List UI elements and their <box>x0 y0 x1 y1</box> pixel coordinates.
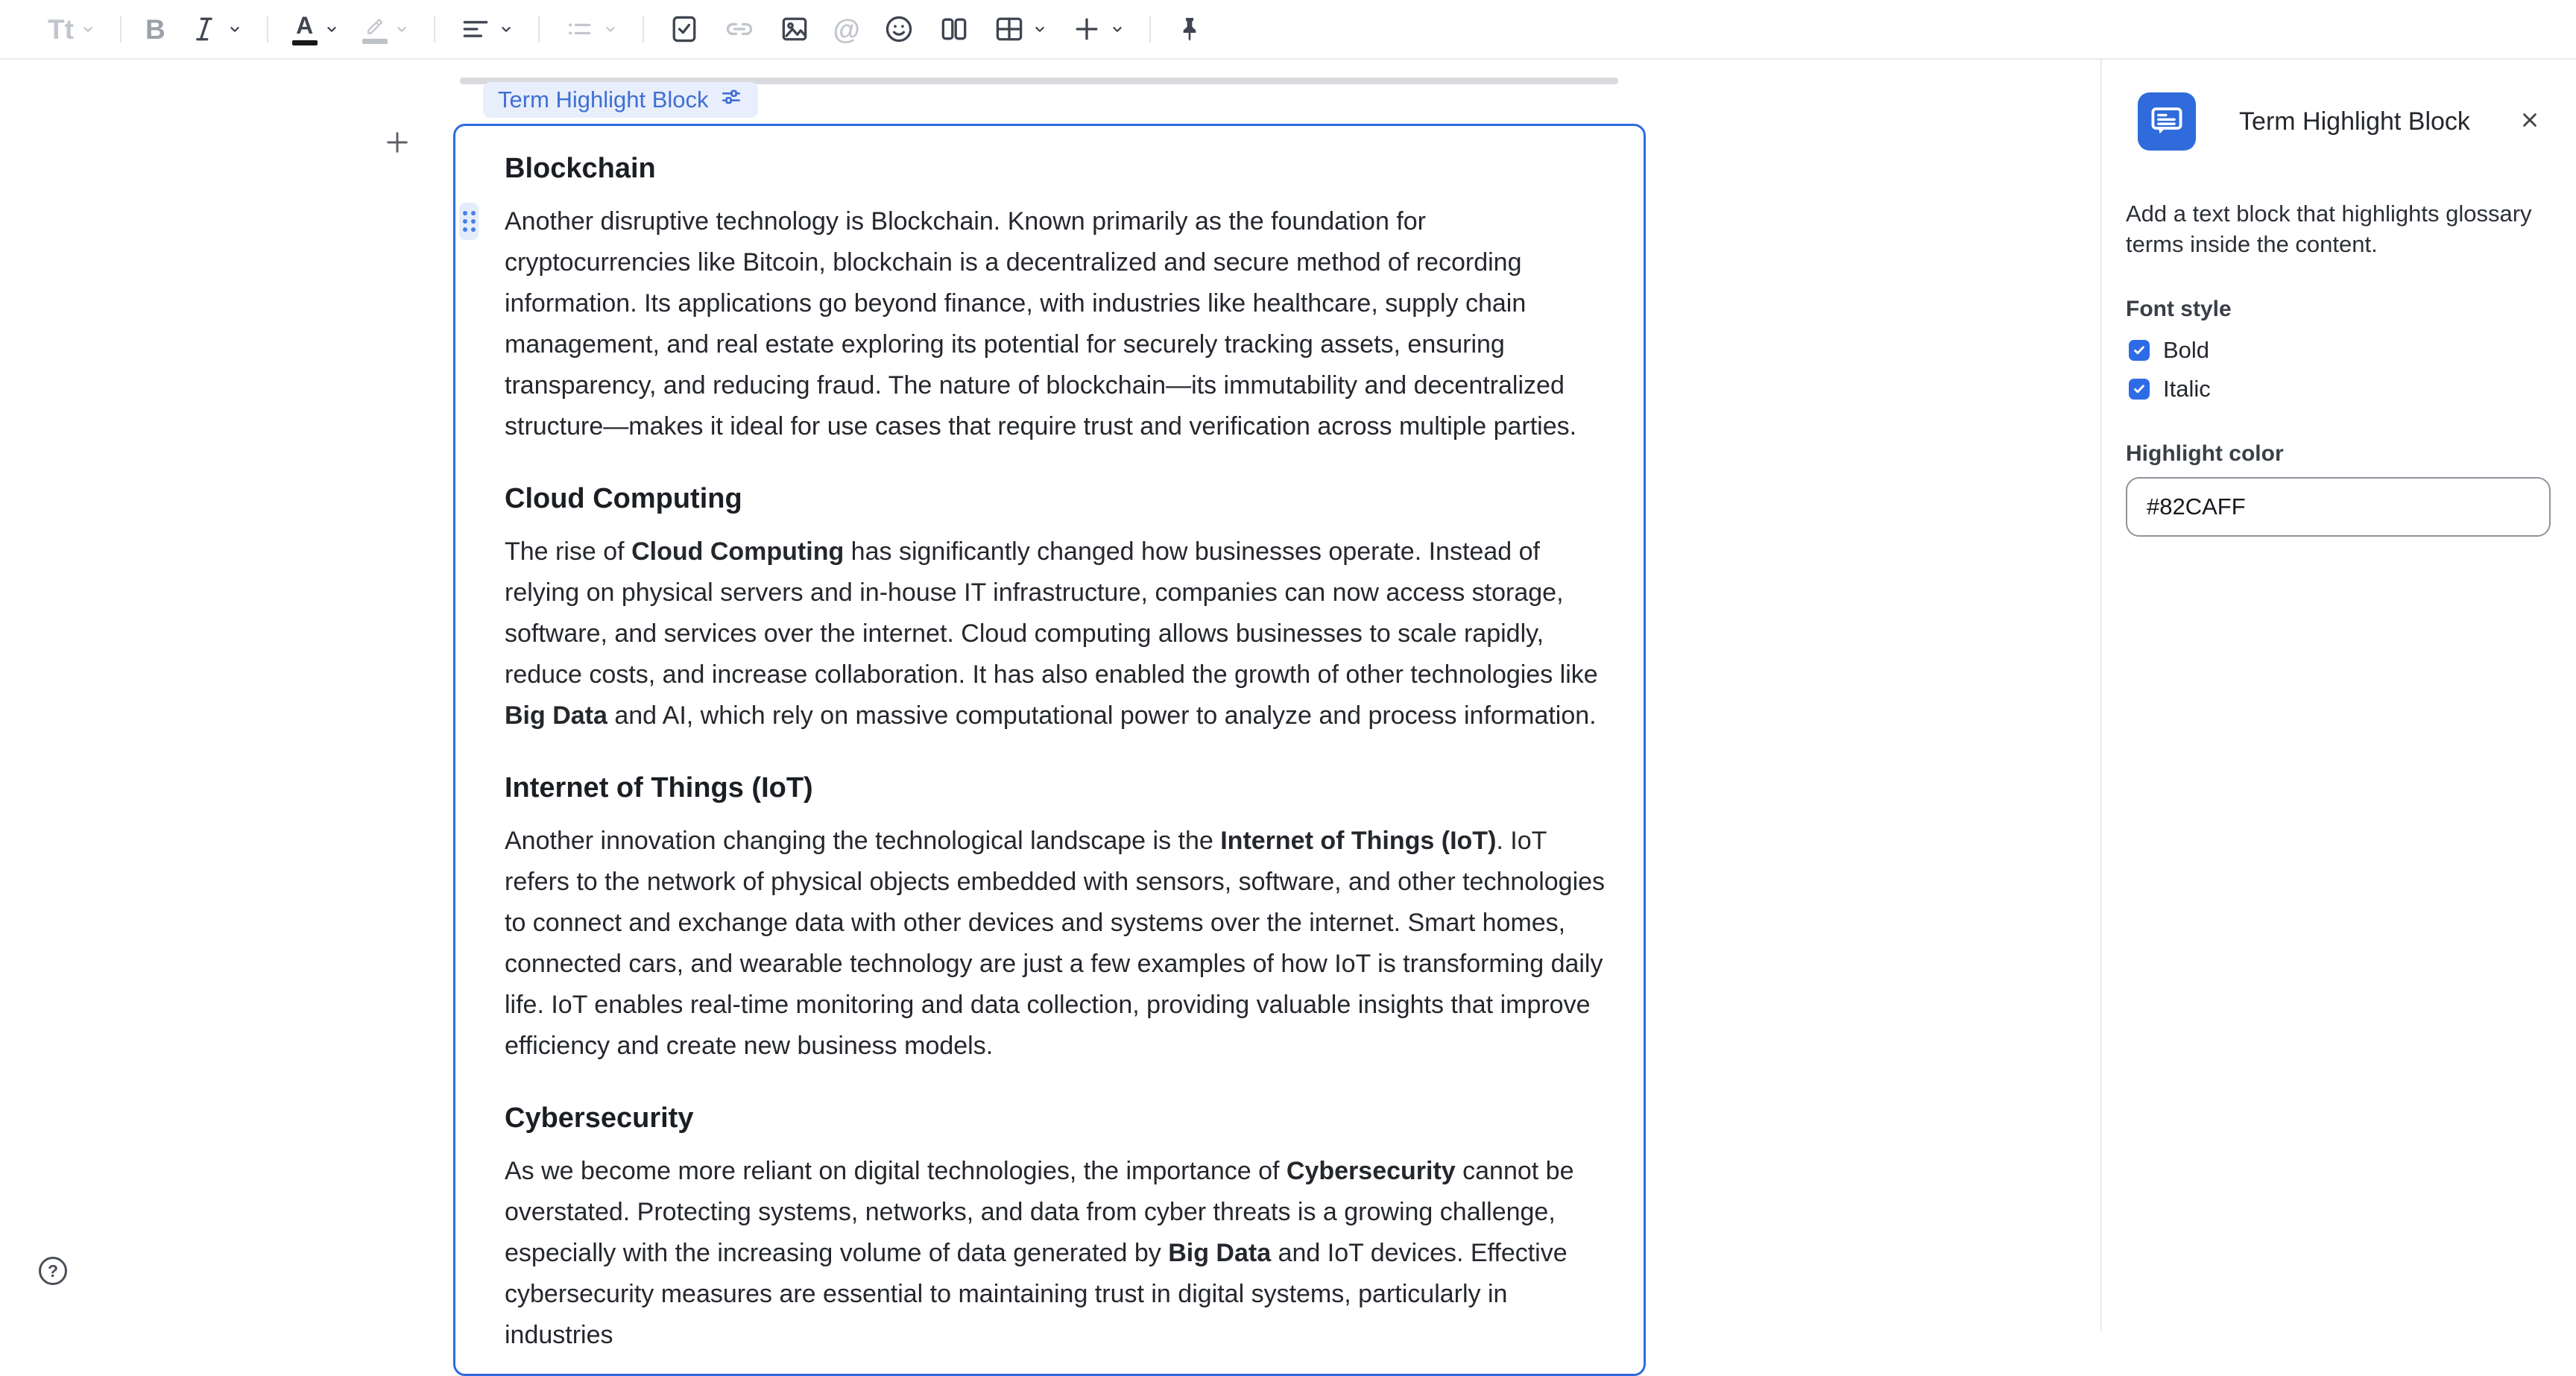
image-icon <box>778 13 811 45</box>
section-heading[interactable]: Blockchain <box>505 153 1608 185</box>
italic-option[interactable] <box>2126 376 2549 403</box>
italic-button[interactable] <box>179 7 252 51</box>
bold-icon: B <box>145 16 165 43</box>
block-sections <box>505 153 1608 1356</box>
sliders-icon <box>719 85 743 115</box>
chevron-down-icon <box>1109 21 1126 37</box>
section-paragraph[interactable]: The rise of Cloud Computing has significantly changed how businesses operate. Instead of relying on physical servers and in-house IT infrastructure, companies can now access storage, software, and services over the internet. Cloud computing allows businesses to scale rapidly, reduce costs, and increase collaboration. It has also enabled the growth of other technologies like Big Data and AI, which rely on massive computational power to analyze and process information. <box>505 531 1608 736</box>
bold-button[interactable] <box>136 7 174 51</box>
chevron-down-icon <box>227 21 243 37</box>
panel-title: Term Highlight Block <box>2196 107 2513 136</box>
highlight-button[interactable] <box>353 7 419 51</box>
plus-icon <box>382 127 413 162</box>
image-button[interactable] <box>769 7 820 51</box>
question-mark-icon: ? <box>48 1261 58 1281</box>
section-paragraph[interactable]: As we become more reliant on digital technologies, the importance of Cybersecurity cannot be overstated. Protecting systems, networks, and data from cyber threats is a growing challenge, especially with the increasing volume of data generated by Big Data and IoT devices. Effective cybersecurity measures are essential to maintaining trust in digital systems, particularly in industries <box>505 1151 1608 1356</box>
section-heading[interactable]: Cybersecurity <box>505 1102 1608 1134</box>
link-icon <box>723 13 756 45</box>
bold-checkbox[interactable] <box>2129 340 2150 361</box>
insert-button[interactable] <box>1061 7 1134 51</box>
toolbar-divider <box>643 16 644 42</box>
columns-button[interactable] <box>929 7 979 51</box>
block-drag-handle[interactable] <box>459 203 479 240</box>
close-icon <box>2516 107 2543 137</box>
chevron-down-icon <box>602 21 619 37</box>
bold-option-label: Bold <box>2163 337 2209 364</box>
text-color-icon: A <box>292 13 318 45</box>
italic-option-label: Italic <box>2163 376 2211 403</box>
plus-icon <box>1070 13 1103 45</box>
pin-button[interactable] <box>1166 7 1213 51</box>
bold-option[interactable] <box>2126 337 2549 364</box>
chevron-down-icon <box>323 21 340 37</box>
table-icon <box>993 13 1026 45</box>
checkbox-button[interactable] <box>659 7 710 51</box>
text-style-icon: Tt <box>48 16 74 43</box>
block-tag-label: Term Highlight Block <box>498 86 709 113</box>
section-paragraph[interactable]: Another disruptive technology is Blockchain. Known primarily as the foundation for cryptocurrencies like Bitcoin, blockchain is a decentralized and secure method of recording information. Its applications go beyond finance, with industries like healthcare, supply chain management, and real estate exploring its potential for securely tracking assets, ensuring transparency, and reducing fraud. The nature of blockchain—its immutability and decentralized structure—makes it ideal for use cases that require trust and verification across multiple parties. <box>505 201 1608 447</box>
highlighter-icon <box>362 15 388 44</box>
chevron-down-icon <box>1032 21 1048 37</box>
chevron-down-icon <box>394 21 410 37</box>
columns-icon <box>938 13 970 45</box>
list-button[interactable] <box>555 7 628 51</box>
text-color-button[interactable] <box>283 7 349 51</box>
chevron-down-icon <box>80 21 96 37</box>
panel-header <box>2126 92 2549 151</box>
toolbar-divider <box>267 16 268 42</box>
text-style-button[interactable] <box>39 7 105 51</box>
italic-icon <box>188 13 221 45</box>
close-panel-button[interactable] <box>2513 105 2546 138</box>
link-button[interactable] <box>714 7 765 51</box>
add-block-button[interactable] <box>377 124 417 164</box>
term-highlight-block-icon <box>2138 92 2196 151</box>
panel-description: Add a text block that highlights glossary terms inside the content. <box>2126 198 2561 259</box>
toolbar-divider <box>434 16 435 42</box>
highlight-color-label: Highlight color <box>2126 441 2549 467</box>
toolbar-divider <box>120 16 121 42</box>
mention-button[interactable] <box>824 7 869 51</box>
toolbar-divider <box>1149 16 1151 42</box>
section-heading[interactable]: Cloud Computing <box>505 483 1608 515</box>
list-icon <box>564 13 596 45</box>
align-button[interactable] <box>450 7 523 51</box>
highlight-color-input[interactable] <box>2126 477 2551 537</box>
block-settings-panel <box>2100 60 2576 1331</box>
term-highlight-block-tag[interactable] <box>483 82 758 118</box>
formatting-toolbar <box>0 0 2576 60</box>
term-highlight-block[interactable] <box>453 124 1646 1376</box>
section-heading[interactable]: Internet of Things (IoT) <box>505 772 1608 804</box>
section-paragraph[interactable]: Another innovation changing the technological landscape is the Internet of Things (IoT). IoT refers to the network of physical objects embedded with sensors, software, and other technologies to connect and exchange data with other devices and systems over the internet. Smart homes, connected cars, and wearable technology are just a few examples of how IoT is transforming daily life. IoT enables real-time monitoring and data collection, providing valuable insights that improve efficiency and create new business models. <box>505 821 1608 1067</box>
chevron-down-icon <box>498 21 514 37</box>
checkbox-icon <box>668 13 701 45</box>
italic-checkbox[interactable] <box>2129 379 2150 400</box>
emoji-icon <box>883 13 915 45</box>
emoji-button[interactable] <box>874 7 924 51</box>
at-icon: @ <box>833 16 860 43</box>
font-style-label: Font style <box>2126 297 2549 322</box>
align-icon <box>459 13 492 45</box>
table-button[interactable] <box>984 7 1057 51</box>
help-button[interactable] <box>39 1257 67 1285</box>
pin-icon <box>1175 14 1205 44</box>
toolbar-divider <box>538 16 540 42</box>
